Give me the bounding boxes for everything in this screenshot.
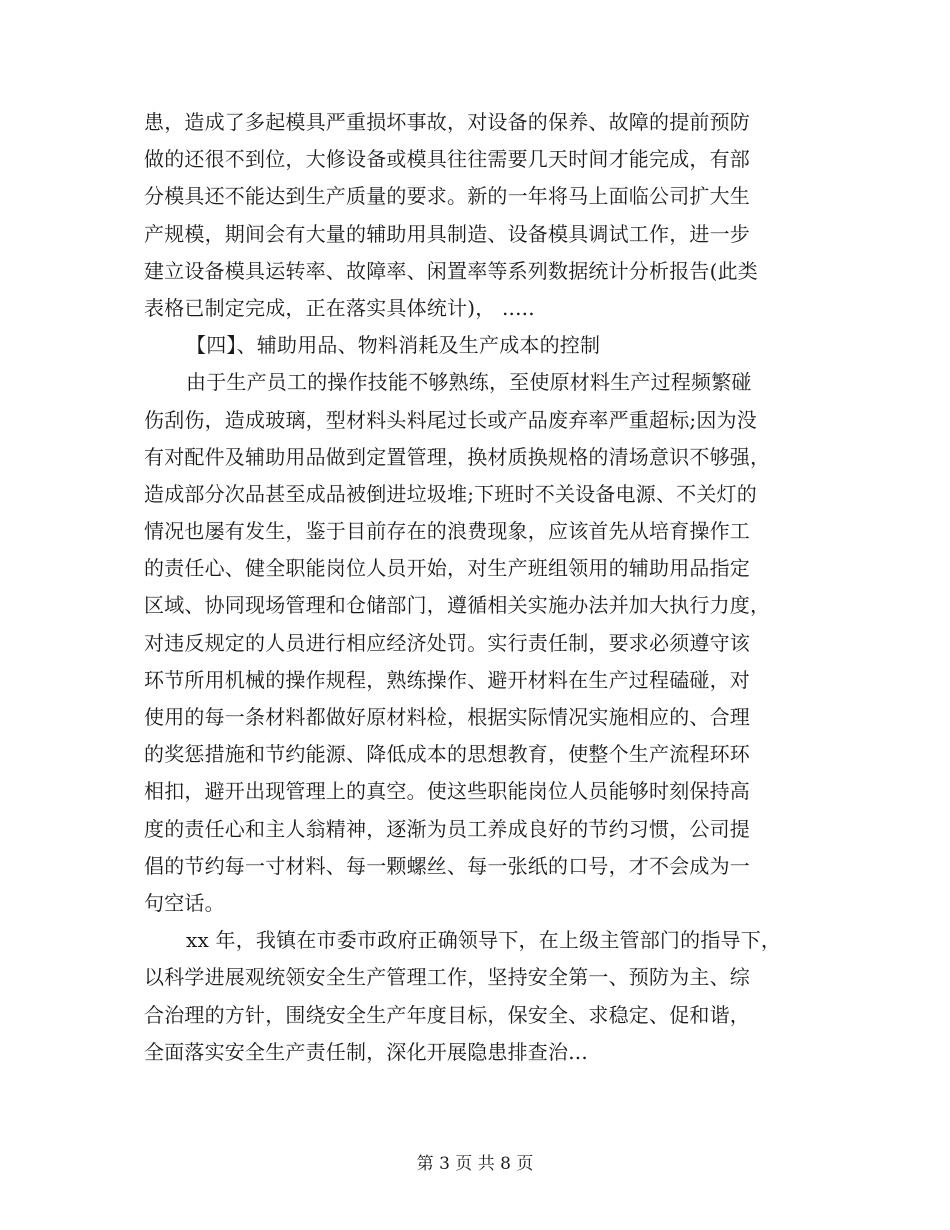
text-line: 建立设备模具运转率、故障率、闲置率等系列数据统计分析报告(此类 — [144, 258, 759, 283]
text-line: 造成部分次品甚至成品被倒进垃圾堆;下班时不关设备电源、不关灯的 — [144, 481, 757, 506]
text-line: 使用的每一条材料都做好原材料检，根据实际情况实施相应的、合理 — [144, 705, 750, 729]
text-line: 表格已制定完成，正在落实具体统计)， ..... — [144, 295, 535, 320]
text-line: 做的还很不到位，大修设备或模具往往需要几天时间才能完成，有部 — [144, 147, 750, 172]
text-line: 度的责任心和主人翁精神，逐渐为员工养成良好的节约习惯，公司提 — [144, 816, 750, 841]
text-line: 对违反规定的人员进行相应经济处罚。实行责任制，要求必须遵守该 — [144, 630, 750, 655]
text-line: 有对配件及辅助用品做到定置管理，换材质换规格的清场意识不够强， — [144, 444, 771, 469]
paragraph-start-line: xx 年，我镇在市委市政府正确领导下，在上级主管部门的指导下， — [186, 928, 782, 953]
text-line: 全面落实安全生产责任制，深化开展隐患排查治... — [144, 1039, 588, 1064]
text-line: 环节所用机械的操作规程，熟练操作、避开材料在生产过程磕碰，对 — [144, 667, 750, 692]
text-line: 产规模，期间会有大量的辅助用具制造、设备模具调试工作，进一步 — [144, 221, 750, 246]
section-heading: 【四】、辅助用品、物料消耗及生产成本的控制 — [186, 333, 601, 358]
paragraph-start-line: 由于生产员工的操作技能不够熟练，至使原材料生产过程频繁碰 — [186, 370, 752, 395]
text-line: 伤刮伤，造成玻璃，型材料头料尾过长或产品废弃率严重超标;因为没 — [144, 407, 757, 432]
document-body — [144, 104, 812, 1071]
text-line: 相扣，避开出现管理上的真空。使这些职能岗位人员能够时刻保持高 — [144, 779, 750, 804]
text-line: 区域、协同现场管理和仓储部门，遵循相关实施办法并加大执行力度， — [144, 593, 771, 618]
text-line: 句空话。 — [144, 890, 225, 915]
text-line: 合治理的方针，围绕安全生产年度目标，保安全、求稳定、促和谐， — [144, 1002, 750, 1027]
text-line: 患，造成了多起模具严重损坏事故，对设备的保养、故障的提前预防 — [144, 110, 750, 134]
text-line: 的奖惩措施和节约能源、降低成本的思想教育，使整个生产流程环环 — [144, 742, 750, 767]
text-line: 以科学进展观统领安全生产管理工作，坚持安全第一、预防为主、综 — [144, 965, 750, 990]
page-number-footer: 第 3 页 共 8 页 — [416, 1154, 534, 1174]
text-line: 分模具还不能达到生产质量的要求。新的一年将马上面临公司扩大生 — [144, 184, 750, 209]
text-line: 情况也屡有发生，鉴于目前存在的浪费现象，应该首先从培育操作工 — [144, 519, 750, 544]
text-line: 的责任心、健全职能岗位人员开始，对生产班组领用的辅助用品指定 — [144, 556, 750, 581]
text-line: 倡的节约每一寸材料、每一颗螺丝、每一张纸的口号，才不会成为一 — [144, 853, 750, 878]
